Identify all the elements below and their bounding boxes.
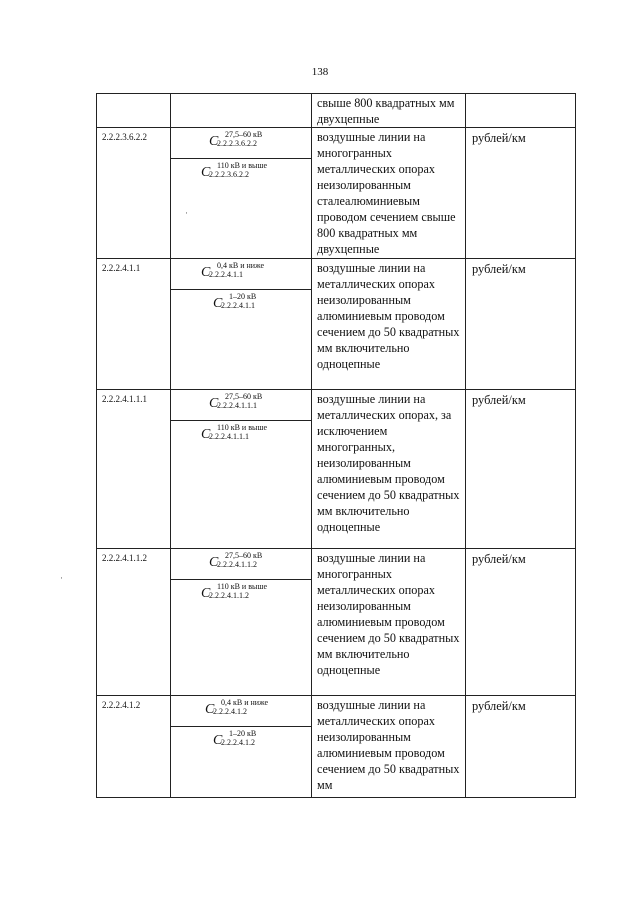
scan-speck: · bbox=[60, 573, 63, 583]
rate-symbol: C 110 кВ и выше 2.2.2.4.1.1.1 bbox=[171, 420, 311, 451]
unit-cell: рублей/км bbox=[466, 390, 576, 549]
description-cell: воздушные линии на многогранных металлических опорах неизолированным алюминиевым проводом сечением до 50 квадратных мм включительно одноцепные bbox=[312, 549, 466, 696]
code-cell: 2.2.2.4.1.1 bbox=[97, 259, 171, 390]
rate-symbol: C 27,5–60 кВ 2.2.2.3.6.2.2 bbox=[209, 130, 263, 149]
table-row bbox=[97, 549, 576, 696]
page-number: 138 bbox=[311, 66, 329, 78]
description-cell: свыше 800 квадратных мм двухцепные bbox=[312, 94, 466, 128]
symbol-cell bbox=[171, 259, 312, 390]
rate-symbol: C 27,5–60 кВ 2.2.2.4.1.1.1 bbox=[209, 392, 263, 411]
unit-cell: рублей/км bbox=[466, 128, 576, 259]
code-cell bbox=[97, 94, 171, 128]
rate-symbol: C 1–20 кВ 2.2.2.4.1.1 bbox=[171, 289, 311, 320]
symbol-cell bbox=[171, 94, 312, 128]
code-cell: 2.2.2.3.6.2.2 bbox=[97, 128, 171, 259]
tariff-table bbox=[96, 93, 576, 798]
unit-cell: рублей/км bbox=[466, 696, 576, 798]
rate-symbol: C 1–20 кВ 2.2.2.4.1.2 bbox=[171, 726, 311, 757]
rate-symbol: C 27,5–60 кВ 2.2.2.4.1.1.2 bbox=[209, 551, 263, 570]
rate-symbol: C 110 кВ и выше 2.2.2.4.1.1.2 bbox=[171, 579, 311, 610]
table-row bbox=[97, 390, 576, 549]
description-cell: воздушные линии на многогранных металлических опорах неизолированным сталеалюминиевым проводом сечением свыше 800 квадратных мм двухцепные bbox=[312, 128, 466, 259]
unit-cell bbox=[466, 94, 576, 128]
description-cell: воздушные линии на металлических опорах неизолированным алюминиевым проводом сечением до 50 квадратных мм bbox=[312, 696, 466, 798]
symbol-cell bbox=[171, 696, 312, 798]
table-row bbox=[97, 128, 576, 259]
unit-cell: рублей/км bbox=[466, 549, 576, 696]
symbol-cell bbox=[171, 390, 312, 549]
table-row bbox=[97, 94, 576, 128]
rate-symbol: C 0,4 кВ и ниже 2.2.2.4.1.2 bbox=[205, 698, 269, 717]
rate-symbol: C 0,4 кВ и ниже 2.2.2.4.1.1 bbox=[201, 261, 265, 280]
description-cell: воздушные линии на металлических опорах неизолированным алюминиевым проводом сечением до 50 квадратных мм включительно одноцепные bbox=[312, 259, 466, 390]
table-row bbox=[97, 259, 576, 390]
symbol-cell bbox=[171, 549, 312, 696]
unit-cell: рублей/км bbox=[466, 259, 576, 390]
table-row bbox=[97, 696, 576, 798]
description-cell: воздушные линии на металлических опорах, за исключением многогранных, неизолированным алюминиевым проводом сечением до 50 квадратных мм включительно одноцепные bbox=[312, 390, 466, 549]
rate-symbol: C 110 кВ и выше 2.2.2.3.6.2.2 bbox=[171, 158, 311, 189]
scan-speck: · bbox=[185, 208, 188, 218]
code-cell: 2.2.2.4.1.2 bbox=[97, 696, 171, 798]
code-cell: 2.2.2.4.1.1.2 bbox=[97, 549, 171, 696]
code-cell: 2.2.2.4.1.1.1 bbox=[97, 390, 171, 549]
symbol-cell bbox=[171, 128, 312, 259]
